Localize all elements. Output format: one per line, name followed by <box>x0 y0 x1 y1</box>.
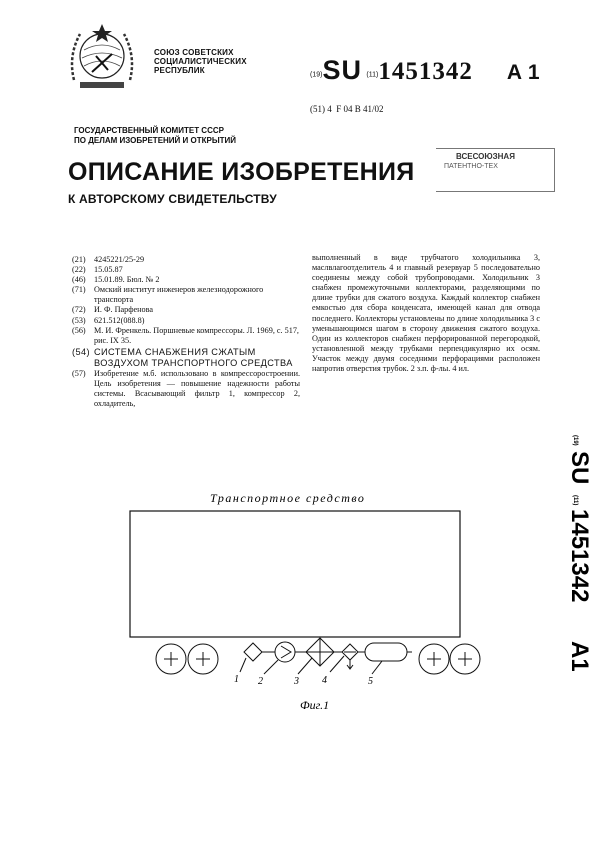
country-code: SU <box>322 55 362 85</box>
separator-icon <box>342 644 358 669</box>
biblio-row <box>72 316 300 326</box>
biblio-text: 15.01.89. Бюл. № 2 <box>94 275 160 285</box>
abstract-code: (57) <box>72 368 86 378</box>
stamp-line: ПАТЕНТНО-ТЕХ <box>444 163 498 170</box>
org-line: СОЦИАЛИСТИЧЕСКИХ <box>154 57 247 66</box>
patent-number: 1451342 <box>378 58 473 85</box>
receiver-tank <box>365 643 407 661</box>
biblio-code: (56) <box>72 325 86 335</box>
wheel-icon <box>419 644 449 674</box>
ipc-classification <box>310 104 384 114</box>
cooler-icon <box>306 638 334 666</box>
label-5: 5 <box>368 676 373 687</box>
code-19: (19) <box>310 71 323 79</box>
ipc-value: F 04 B 41/02 <box>336 104 384 114</box>
biblio-text: 621.512(088.8) <box>94 315 145 325</box>
figure-caption: Фиг.1 <box>300 698 330 712</box>
biblio-text: Омский институт инженеров железнодорожного транспорта <box>94 285 264 305</box>
side-country: SU <box>566 451 593 485</box>
biblio-row <box>72 255 300 265</box>
biblio-row <box>72 326 300 346</box>
wheel-icon <box>188 644 218 674</box>
biblio-text: 4245221/25-29 <box>94 255 145 264</box>
bibliographic-data <box>72 255 300 409</box>
figure-1 <box>0 480 600 720</box>
biblio-row <box>72 285 300 305</box>
invention-title-text: СИСТЕМА СНАБЖЕНИЯ СЖАТЫМ ВОЗДУХОМ ТРАНСПОРТНОГО СРЕДСТВА <box>94 346 293 368</box>
invention-title <box>72 347 300 369</box>
biblio-code: (72) <box>72 305 86 315</box>
code-11: (11) <box>366 71 379 79</box>
biblio-text: М. И. Френкель. Поршневые компрессоры. Л. 1969, с. 517, рис. IX 35. <box>94 325 299 345</box>
abstract-start <box>72 369 300 409</box>
wheel-icon <box>156 644 186 674</box>
biblio-code: (46) <box>72 275 86 285</box>
biblio-text: 15.05.87 <box>94 265 123 275</box>
wheel-icon <box>450 644 480 674</box>
side-code-11: (11) <box>572 495 578 506</box>
biblio-code: (22) <box>72 265 86 275</box>
patent-number-line <box>310 55 540 86</box>
side-number: 1451342 <box>566 509 593 603</box>
document-title: ОПИСАНИЕ ИЗОБРЕТЕНИЯ <box>68 158 415 186</box>
biblio-code: (53) <box>72 315 86 325</box>
invention-title-code: (54) <box>72 346 90 357</box>
side-code-19: (19) <box>572 435 578 446</box>
vehicle-label: Транспортное средство <box>210 491 366 505</box>
kind-code: А 1 <box>506 61 540 84</box>
stamp-line: ВСЕСОЮЗНАЯ <box>456 152 515 161</box>
biblio-row <box>72 305 300 315</box>
vehicle-body <box>130 511 460 637</box>
org-line: СОЮЗ СОВЕТСКИХ <box>154 48 234 57</box>
biblio-code: (71) <box>72 285 86 295</box>
side-kind: A1 <box>566 641 593 672</box>
label-4: 4 <box>322 675 327 686</box>
abstract-continuation: выполненный в виде трубчатого холодильника 3, маслвлагоотделитель 4 и главный резервуар 5 последовательно соединены между собой трубопроводами. Холодильник 3 снабжен промежуточными коллекторами, разделяющими по длине трубки для сжатого воздуха. Каждый коллектор снабжен емкостью для сбора конденсата, имеющей канал для отвода последнего. Коллекторы установлены по длине холодильника 3 с уменьшающимся шагом в сторону движения сжатого воздуха. Один из коллекторов снабжен перфорированной перегородкой, установленной между трубками перпендикулярно их осям. Участок между двумя соседними перфорациями расположен напротив отверстия трубок. 2 з.п. ф-лы. 4 ил. <box>312 253 540 374</box>
ussr-emblem <box>62 20 142 98</box>
biblio-text: И. Ф. Парфенова <box>94 305 154 315</box>
biblio-row <box>72 275 300 285</box>
biblio-row <box>72 265 300 275</box>
label-2: 2 <box>258 676 263 687</box>
org-line: РЕСПУБЛИК <box>154 66 205 75</box>
organization-name <box>154 48 247 75</box>
library-stamp <box>436 148 555 192</box>
ipc-code: (51) 4 <box>310 104 332 114</box>
label-1: 1 <box>234 674 239 685</box>
label-3: 3 <box>294 676 299 687</box>
committee <box>74 126 236 146</box>
compressor-icon <box>275 642 295 662</box>
committee-line: ГОСУДАРСТВЕННЫЙ КОМИТЕТ СССР <box>74 126 224 135</box>
biblio-code: (21) <box>72 255 86 264</box>
document-subtitle: К АВТОРСКОМУ СВИДЕТЕЛЬСТВУ <box>68 192 277 206</box>
committee-line: ПО ДЕЛАМ ИЗОБРЕТЕНИЙ И ОТКРЫТИЙ <box>74 136 237 145</box>
abstract-text-left: Изобретение м.б. использовано в компрессоростроении. Цель изобретения — повышение надежности работы системы. Всасывающий фильтр 1, компрессор 2, охладитель, <box>94 368 300 409</box>
filter-icon <box>244 643 262 661</box>
